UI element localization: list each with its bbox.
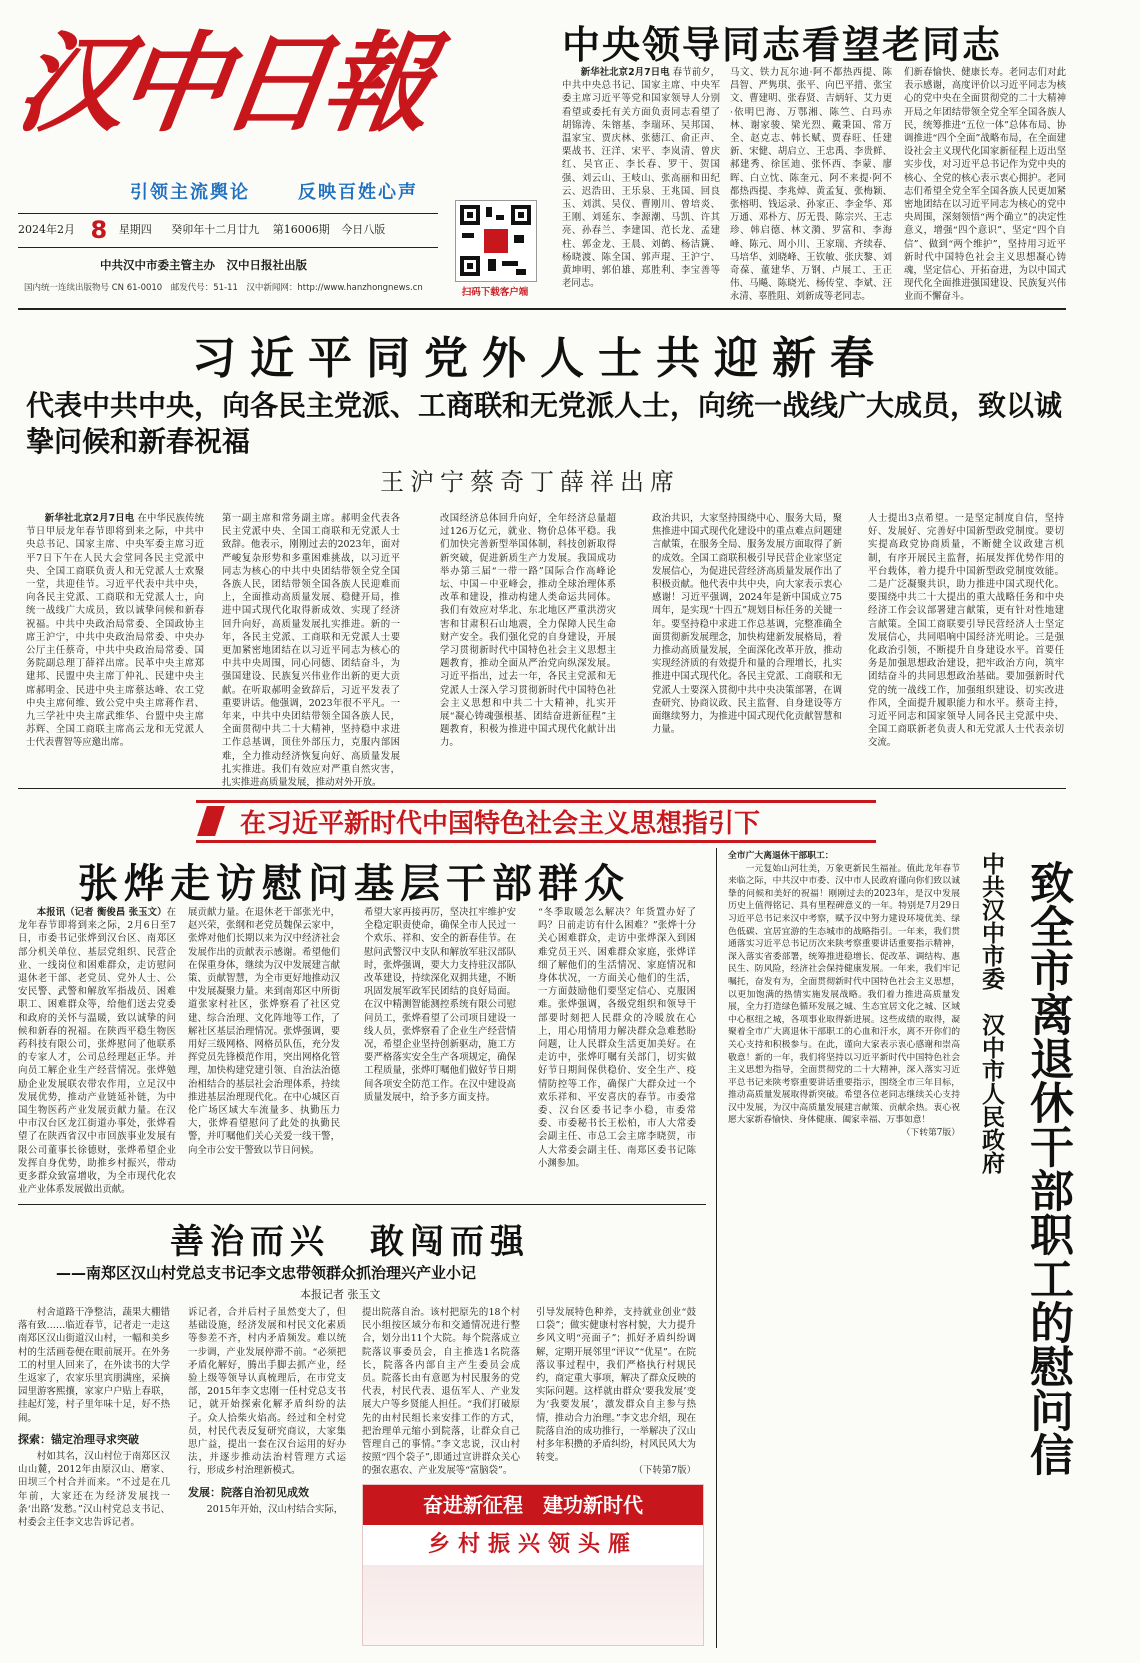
qr-caption: 扫码下载客户端 [461,287,529,298]
lead-col-5 [868,512,1064,782]
shanzhi-col-3 [362,1306,520,1482]
slogan-left: 引领主流舆论 [130,182,250,203]
lead-col-1 [26,512,204,782]
shanzhi-text-4: 引导发展特色种养，支持就业创业“鼓口袋”；做实健康村容村貌，大力提升乡风文明“亮面子”；抓好矛盾纠纷调解，定期开展邻里“评议”“优星”。在院落议事过程中，我们严格执行村规民约，商定重大事项，解决了群众反映的实际问题。这样就由群众‘要我发展’变为‘我要发展’，激发群众自主参与热情，推动合力治理。”李文忠介绍，现在院落自治的成功推行，一举解决了汉山村多年积攒的矛盾纠纷，村风民风大为转变。 [536,1307,696,1464]
lead-col-3 [440,512,616,782]
zhang-text-4: “冬季取暖怎么解决？年货置办好了吗？日前走访有什么困难？”张烨十分关心困难群众，走访中张烨深入到困难党员王兴、困难群众家庭，张烨详细了解他们的生活情况、家庭情况和身体状况，一方面关心他们的生活，一方面鼓励他们要坚定信心、克服困难。张烨强调，各级党组织和领导干部要时刻把人民群众的冷暖放在心上，用心用情用力解决群众急难愁盼问题，让人民群众生活更加美好。在走访中，张烨叮嘱有关部门，切实做好节日期间保供稳价、安全生产、疫情防控等工作，确保广大群众过一个欢乐祥和、平安喜庆的春节。市委常委、汉台区委书记李小稳，市委常委、市委秘书长王松柏，市人大常委会副主任、市总工会主席李晓贺，市人大常委会副主任、南郑区委书记陈小渊参加。 [538,907,696,1169]
lead-headline[interactable]: 习近平同党外人士共迎新春 [192,333,888,384]
lead-text-2: 第一副主席和常务副主席。郝明金代表各民主党派中央、全国工商联和无党派人士致辞。他表示，刚刚过去的2023年，面对严峻复杂形势和多重困难挑战，以习近平同志为核心的中共中央团结带领全党全国各族人民，团结带领全国各族人民迎难而上，全面推动高质量发展、稳健开局，推进中国式现代化取得新成效、实现了经济回升向好，高质量发展扎实推进。新的一年，各民主党派、工商联和无党派人士要更加紧密地团结在以习近平同志为核心的中共中央周围，同心同德、团结奋斗，为强国建设、民族复兴伟业作出新的更大贡献。在听取郝明金致辞后，习近平发表了重要讲话。他强调，2023年很不平凡。一年来，中共中央团结带领全国各族人民，全面贯彻中共二十大精神，坚持稳中求进工作总基调，顶住外部压力，克服内部困难，全力推动经济恢复向好、高质量发展扎实推进。我们有效应对严重自然灾害，扎实推进高质量发展，推动对外开放。 [222,513,400,789]
shanzhi-note: （下转第7版） [633,1465,696,1477]
story-top-col-2 [730,66,892,303]
lead-attend: 王沪宁蔡奇丁薛祥出席 [380,468,680,496]
banner-text: 在习近平新时代中国特色社会主义思想指引下 [240,809,761,839]
story-top-dateline: 新华社北京2月7日电 [580,67,670,78]
lunar-date: 癸卯年十二月廿九 [171,223,260,236]
story-top-col-1 [562,66,720,296]
date-year-month: 2024年2月 [18,223,75,236]
letter-body: 一元复始山河壮美，万象更新民生福祉。值此龙年春节来临之际，中共汉中市委、汉中市人民政府谨向你们致以诚挚的问候和美好的祝福！刚刚过去的2023年，是汉中发展历史上值得铭记、具有里程碑意义的一年。特别是7月29日习近平总书记来汉中考察，赋予汉中努力建设环境优美、绿色低碳、宜居宜游的生态城市的战略指引。一年来，我们贯通落实习近平总书记历次来陕考察重要讲话重要指示精神，深入落实省委部署，统筹推进稳增长、促改革、调结构、惠民生、防风险，经济社会保持健康发展。一年来，我们牢记嘱托，奋发有为，全面贯彻新时代中国特色社会主义思想，以更加饱满的热情实施发展战略。我们着力推进高质量发展，全力打造绿色循环发展之城、生态宜居文化之城、区域中心枢纽之城，各项事业取得新进展。这些成绩的取得，凝聚着全市广大离退休干部职工的心血和汗水，离不开你们的关心支持和积极参与。在此，谨向大家表示衷心感谢和崇高敬意！新的一年，我们将坚持以习近平新时代中国特色社会主义思想为指导，全面贯彻党的二十大精神，深入落实习近平总书记来陕考察重要讲话重要指示，围绕全市三年目标，推动高质量发展取得新突破。希望各位老同志继续关心支持汉中发展，为汉中高质量发展建言献策、贡献余热。衷心祝愿大家新春愉快、身体健康、阖家幸福、万事如意！ [728,863,960,1126]
shanzhi-col-1 [18,1306,170,1648]
shanzhi-text-2b: 2015年开始，汉山村结合实际， [206,1503,344,1515]
page-count: 今日八版 [341,223,386,236]
lead-col-4 [652,512,842,782]
story-top-text-1: 春节前夕，中共中央总书记、国家主席、中央军委主席习近平等党和国家领导人分别看望或委托有关方面负责同志看望了胡锦涛、朱镕基、李瑞环、吴邦国、温家宝、贾庆林、张德江、俞正声、栗战书、汪洋、宋平、李岚清、曾庆红、吴官正、李长春、罗干、贺国强、刘云山、王岐山、张高丽和田纪云、迟浩田、王乐泉、王兆国、回良玉、刘淇、吴仪、曹刚川、曾培炎、王刚、刘延东、李源潮、马凯、许其亮、孙春兰、李建国、范长龙、孟建柱、郭金龙、王晨、刘鹤、杨洁篪、杨晓渡、陈全国、郭声琨、王沪宁、黄坤明、郭伯雄、郑胜利、李宝善等老同志。 [562,67,720,290]
shanzhi-subhead: ——南郑区汉山村党总支书记李文忠带领群众抓治理兴产业小记 [56,1264,477,1282]
date-line [18,218,448,242]
shanzhi-text-2: 诉记者，合并后村子虽然变大了，但基础设施，经济发展和村民文化素质等参差不齐，村内矛盾频发。难以统一步调，产业发展停滞不前。“必须把矛盾化解好，腾出手脚去抓产业，经验上级等领导认真梳理后，在市党支部，2015年李文忠刚一任村党总支书记，就开始探索化解矛盾纠纷的法子。众人拾柴火焰高。经过和全村党员，村民代表反复研究商议，大家集思广益，提出一套在汉台运用的好办法，并逐步推动法治村管理方式运行，形成乡村治理新模式。 [188,1307,346,1477]
shanzhi-sub1: 探索：锚定治理寻求突破 [18,1432,139,1446]
zhang-col-1 [18,906,176,1196]
letter-salutation: 全市广大离退休干部职工： [728,851,834,861]
newspaper-logo: 汉中日報 [9,21,435,147]
shanzhi-byline: 本报记者 张玉文 [300,1288,381,1301]
shanzhi-headline[interactable]: 善治而兴 敢闯而强 [170,1222,530,1262]
publisher-line: 中共汉中市委主管主办 汉中日报社出版 [100,258,307,272]
lead-text-1: 在中华民族传统节日甲辰龙年春节即将到来之际，中共中央总书记、国家主席、中央军委主席习近平7日下午在人民大会堂同各民主党派中央、全国工商联负责人和无党派人士欢聚一堂，共迎佳节。习近平代表中共中央，向各民主党派、工商联和无党派人士，向统一战线广大成员，致以诚挚问候和新春祝福。中共中央政治局常委、全国政协主席王沪宁，中共中央政治局常委、中央办公厅主任蔡奇，中共中央政治局常委、国务院副总理丁薛祥出席。民革中央主席郑建邦、民盟中央主席丁仲礼、民建中央主席郝明金、民进中央主席蔡达峰、农工党中央主席何维、致公党中央主席蒋作君、九三学社中央主席武维华、台盟中央主席苏辉、全国工商联主席高云龙和无党派人士代表曹智等应邀出席。 [26,513,204,749]
ad-line-1: 奋进新征程 建功新时代 [363,1485,703,1525]
issue-number: 第16006期 [272,223,330,236]
shanzhi-sub2: 发展：院落自治初见成效 [188,1485,309,1499]
zhang-byline: 本报讯（记者 衡俊昌 张玉文） [36,907,167,918]
story-top-col-3 [904,66,1066,303]
lead-dateline: 新华社北京2月7日电 [44,513,135,524]
lead-text-3: 改国经济总体回升向好，全年经济总量超过126万亿元，就业、物价总体平稳。我们加快完善新型举国体制，科技创新取得新突破，促进新质生产力发展。我国成功举办第三届“一带一路”国际合作高峰论坛、中国－中亚峰会，推动全球治理体系改革和建设，推动构建人类命运共同体。我们有效应对华北、东北地区严重洪涝灾害和甘肃积石山地震，全力保障人民生命财产安全。我们强化党的自身建设，开展学习贯彻新时代中国特色社会主义思想主题教育，推动全面从严治党向纵深发展。习近平指出，过去一年，各民主党派和无党派人士深入学习贯彻新时代中国特色社会主义思想和中共二十大精神，扎实开展“凝心铸魂强根基、团结奋进新征程”主题教育，积极为推进中国式现代化献计出力。 [440,513,616,749]
letter-body-col [728,850,960,1640]
zhang-text-1: 在龙年春节即将到来之际，2月6日至7日，市委书记张烨到汉台区、南郑区部分机关单位、基层党组织、民营企业、一线岗位和困难群众，走访慰问退休老干部、老党员、党外人士、公安民警、武警和解放军指战员、困难职工、困难群众等，给他们送去党委和政府的关怀与温暖，致以诚挚的问候和新春的祝福。在陕西平稳生物医药科技有限公司，张烨慰问了他联系的专家人才，公司总经理赵正华。并向员工解企业生产经营情况。张烨勉励企业发展联农带农作用，立足汉中发展优势，推动产业链延补链，为中国生物医药产业发展贡献力量。在汉中市汉台区龙江街道办事处，张烨看望了在陕西省汉中市回族事业发展有限公司董事长徐德财，张烨希望企业发挥自身优势，助推乡村振兴，带动更多群众致富增收，为全市现代化农业产业体系发展做出贡献。 [18,907,176,1196]
shanzhi-text-3: 提出院落自治。该村把原先的18个村民小组按区域分布和交通情况进行整合，划分出11个大院。每个院落成立院落议事委员会，自主推选1名院落长，院落各内部自主产生委员会成员。院落长由有意愿为村民服务的党代表，村民代表、退伍军人、产业发展大户等乡贤能人担任。“我们打破原先的由村民组长来安排工作的方式，把治理单元缩小到院落，让群众自己管理自己的事情。”李文忠说，汉山村按照“四个袋子”,即通过宣讲群众关心的强农惠农、产业发展等“富脑袋”。 [362,1307,520,1477]
zhang-col-2 [188,906,340,1196]
letter-vertical-title: 致全市离退休干部职工的慰问信 [1022,860,1073,1476]
ad-box[interactable] [362,1484,704,1646]
story-top-text-2: 马文、铁力瓦尔迪·阿不都热西提、陈昌智、严隽琪、张平、向巴平措、张宝文、曹建明、张春贤、吉炳轩、艾力更·依明巴海、万鄂湘、陈竺、白玛赤林、谢家骏、梁光烈、戴秉国、常万全、赵克志、韩长赋、贾春旺、任建新、宋健、胡启立、王忠禹、李贵鲜、郝建秀、徐匡迪、张怀西、李蒙、廖晖、白立忱、陈奎元、阿不来提·阿不都热西提、李兆焯、黄孟复、张梅颖、张榕明、钱运录、孙家正、李金华、郑万通、邓朴方、厉无畏、陈宗兴、王志珍、韩启德、林文漪、罗富和、李海峰、陈元、周小川、王家瑞、齐续春、马培华、刘晓峰、王钦敏、张庆黎、刘奇葆、董建华、万钢、卢展工、王正伟、马飚、陈晓光、杨传堂、李斌、汪永清、辜胜阻、刘新成等老同志。 [730,67,892,303]
story-top-text-3: 们新春愉快、健康长寿。老同志们对此表示感谢，高度评价以习近平同志为核心的党中央在全面贯彻党的二十大精神开局之年团结带领全党全军全国各族人民，统筹推进“五位一体”总体布局、协调推进“四个全面”战略布局，在全面建设社会主义现代化国家新征程上迈出坚实步伐，对习近平总书记作为党中央的核心、全党的核心表示衷心拥护。老同志们希望全党全军全国各族人民更加紧密地团结在以习近平同志为核心的党中央周围，深刻领悟“两个确立”的决定性意义，增强“四个意识”、坚定“四个自信”、做到“两个维护”，坚持用习近平新时代中国特色社会主义思想凝心铸魂，坚定信心、开拓奋进，为以中国式现代化全面推进强国建设、民族复兴伟业而不懈奋斗。 [904,67,1066,303]
date-day: 8 [90,216,108,244]
banner-accent [197,806,225,836]
shanzhi-col-2 [188,1306,346,1648]
zhang-text-2: 展贡献力量。在退休老干部张光中，赵兴荣，张纲和老党员魏保云家中，张烨对他们长期以来为汉中经济社会发展作出的贡献表示感谢。希望他们在保重身体，继续为汉中发展建言献策、贡献智慧，为全市更好地推动汉中发展凝聚力量。来到南郑区中所街道张家村社区，张烨察看了社区党建、综合治理、文化阵地等工作，了解社区基层治理情况。张烨强调，要用好三级网格、网格员队伍，充分发挥党员先锋模范作用，突出网格化管理，加快构建党建引领、自治法治德治相结合的基层社会治理体系，持续推进基层治理现代化。在中心城区百伦广场区域大车流量多、执勤压力大，张烨看望慰问了此处的执勤民警，并叮嘱他们关心关爱一线干警，向全市公安干警致以节日问候。 [188,907,340,1156]
zhang-col-4 [538,906,696,1196]
lead-col-2 [222,512,400,789]
lead-text-5: 人士提出3点希望。一是坚定制度自信，坚持好、发展好、完善好中国新型政党制度。要切实提高政党协商质量，不断健全议政建言机制，有序开展民主监督，拓展发挥优势作用的平台载体，着力提升中国新型政党制度效能。二是广泛凝聚共识，助力推进中国式现代化。要围绕中共二十大提出的重大战略任务和中央经济工作会议部署建言献策，更有针对性地建言献策。全国工商联要引导民营经济人士坚定发展信心，共同唱响中国经济光明论。三是强化政治引领，不断提升自身建设水平。首要任务是加强思想政治建设，把牢政治方向，筑牢团结奋斗的共同思想政治基础。要加强新时代党的统一战线工作，加强组织建设、切实改进作风，全面提升履职能力和水平。蔡奇主持，习近平同志和国家领导人同各民主党派中央、全国工商联新老负责人和无党派人士代表亲切交流。 [868,513,1064,749]
zhang-text-3: 希望大家再接再厉，坚决扛牢维护安全稳定职责使命，确保全市人民过一个欢乐、祥和、安全的新春佳节。在慰问武警汉中支队和解放军驻汉部队时，张烨强调，要大力支持驻汉部队改革建设，持续深化双拥共建，不断巩固发展军政军民团结的良好局面。在汉中精测智能测控系统有限公司慰问员工，张烨看望了公司项目建设一线人员，张烨察看了企业生产经营情况，希望企业坚持创新驱动，施工方要严格落实安全生产各项规定，确保工程质量，张烨叮嘱他们做好节日期间各项安全防范工作。在汉中建设高质量发展中，给予多方面支持。 [364,907,516,1103]
weekday: 星期四 [118,223,152,236]
zhang-headline[interactable]: 张烨走访慰问基层干部群众 [78,861,630,907]
shanzhi-text-1b: 村如其名，汉山村位于南郑区汉山山麓，2012年由原汉山、磨家、田坝三个村合并而来。“不过是在几年前，大家还在为经济发展找一条‘出路’发愁。”汉山村党总支书记、村委会主任李文忠告诉记者。 [18,1451,170,1529]
lead-subhead: 代表中共中央，向各民主党派、工商联和无党派人士，向统一战线广大成员，致以诚挚问候和新春祝福 [26,389,1063,458]
ad-decoration [363,1565,703,1645]
letter-vertical-from: 中共汉中市委 汉中市人民政府 [978,852,1004,1174]
letter-note: （下转第7版） [901,1128,960,1139]
slogan-right: 反映百姓心声 [298,182,418,203]
shanzhi-text-1: 村舍道路干净整洁，蔬果大棚错落有致……临近春节，记者走一走这南郑区汉山街道汉山村，一幅和美乡村的生活画卷便在眼前展开。在外务工的村里人回来了，在外读书的大学生返家了，农家乐里宾朋满座，采摘园里游客熙攘，家家户户贴上春联，挂起灯笼，村子里年味十足，好不热闹。 [18,1307,170,1424]
registration-line: 国内统一连续出版物号 CN 61-0010 邮发代号：51-11 汉中新闻网：http://www.hanzhongnews.cn [24,283,423,293]
shanzhi-col-4 [536,1306,696,1482]
lead-text-4: 政治共识，大家坚持围绕中心、服务大局，聚焦推进中国式现代化建设中的重点难点问题建言献策，在服务全局、服务发展方面取得了新的成效。全国工商联积极引导民营企业家坚定发展信心，为促进民营经济高质量发展作出了积极贡献。他代表中共中央，向大家表示衷心感谢！习近平强调，2024年是新中国成立75周年，是实现“十四五”规划目标任务的关键一年。要坚持稳中求进工作总基调，完整准确全面贯彻新发展理念，加快构建新发展格局，着力推动高质量发展，全面深化改革开放，推动实现经济质的有效提升和量的合理增长，扎实推进中国式现代化。各民主党派、工商联和无党派人士要深入贯彻中共中央决策部署，在调查研究、协商议政、民主监督、自身建设等方面继续努力，为推进中国式现代化贡献智慧和力量。 [652,513,842,736]
story-top-headline[interactable]: 中央领导同志看望老同志 [562,23,1003,67]
zhang-col-3 [364,906,516,1196]
qr-code[interactable] [455,200,537,282]
ad-line-2: 乡村振兴领头雁 [427,1532,638,1557]
